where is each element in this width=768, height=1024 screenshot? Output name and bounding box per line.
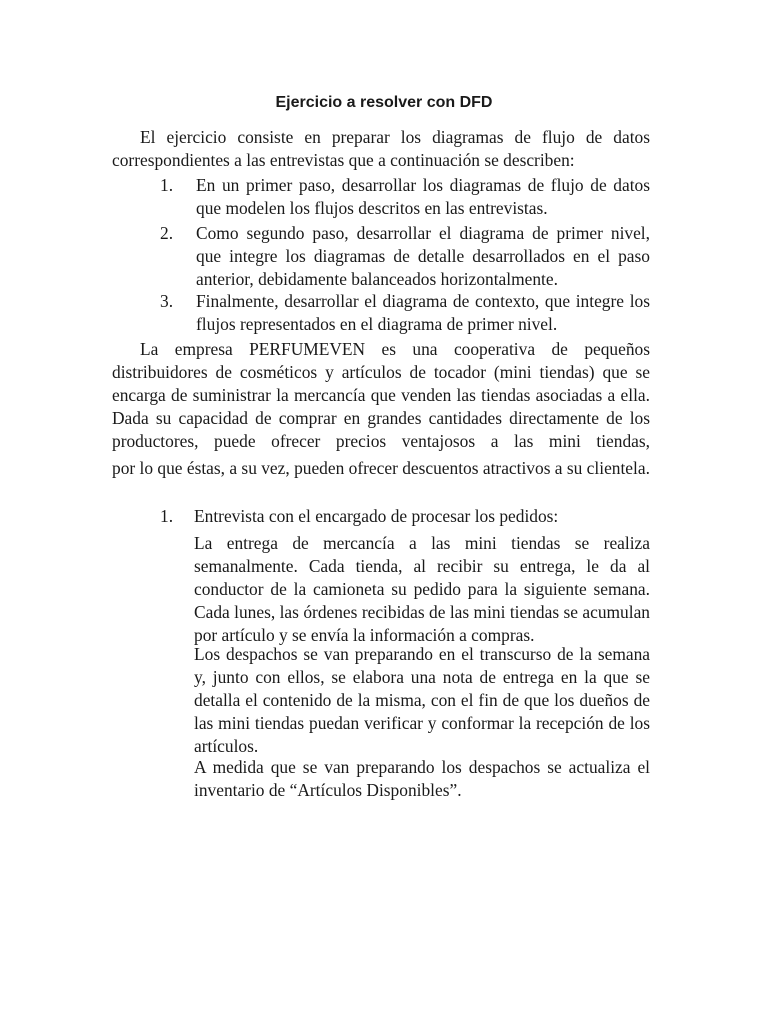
company-paragraph-continued: por lo que éstas, a su vez, pueden ofrecer descuentos atractivos a su clientela. — [112, 458, 650, 478]
interview-paragraph-2: Los despachos se van preparando en el transcurso de la semana y, junto con ellos, se elabora una nota de entrega en la que se detalla el contenido de la misma, con el fin de que los dueños de las mini tiendas puedan verificar y conformar la recepción de los artículos. — [194, 644, 650, 756]
step-number: 1. — [160, 175, 174, 195]
company-paragraph: La empresa PERFUMEVEN es una cooperativa de pequeños distribuidores de cosméticos y artículos de tocador (mini tiendas) que se encarga de suministrar la mercancía que venden las tiendas asociadas a ella. Dada su capacidad de comprar en grandes cantidades directamente de los productores, puede ofrecer precios ventajosos a las mini tiendas, — [112, 339, 650, 451]
step-text: Finalmente, desarrollar el diagrama de contexto, que integre los flujos representados en el diagrama de primer nivel. — [196, 291, 650, 334]
document-title: Ejercicio a resolver con DFD — [275, 94, 493, 111]
step-number: 2. — [160, 223, 174, 243]
step-number: 3. — [160, 291, 174, 311]
step-text: En un primer paso, desarrollar los diagramas de flujo de datos que modelen los flujos descritos en las entrevistas. — [196, 175, 650, 218]
step-text: Como segundo paso, desarrollar el diagrama de primer nivel, que integre los diagramas de detalle desarrollados en el paso anterior, debidamente balanceados horizontalmente. — [196, 223, 650, 289]
interview-heading-text: Entrevista con el encargado de procesar los pedidos: — [194, 506, 559, 526]
interview-number: 1. — [160, 506, 174, 526]
interview-paragraph-3: A medida que se van preparando los despachos se actualiza el inventario de “Artículos Disponibles”. — [194, 757, 650, 800]
intro-paragraph: El ejercicio consiste en preparar los diagramas de flujo de datos correspondientes a las entrevistas que a continuación se describen: — [112, 127, 650, 170]
interview-paragraph-1: La entrega de mercancía a las mini tiendas se realiza semanalmente. Cada tienda, al recibir su entrega, le da al conductor de la camioneta su pedido para la siguiente semana. Cada lunes, las órdenes recibidas de las mini tiendas se acumulan por artículo y se envía la información a compras. — [194, 533, 650, 645]
